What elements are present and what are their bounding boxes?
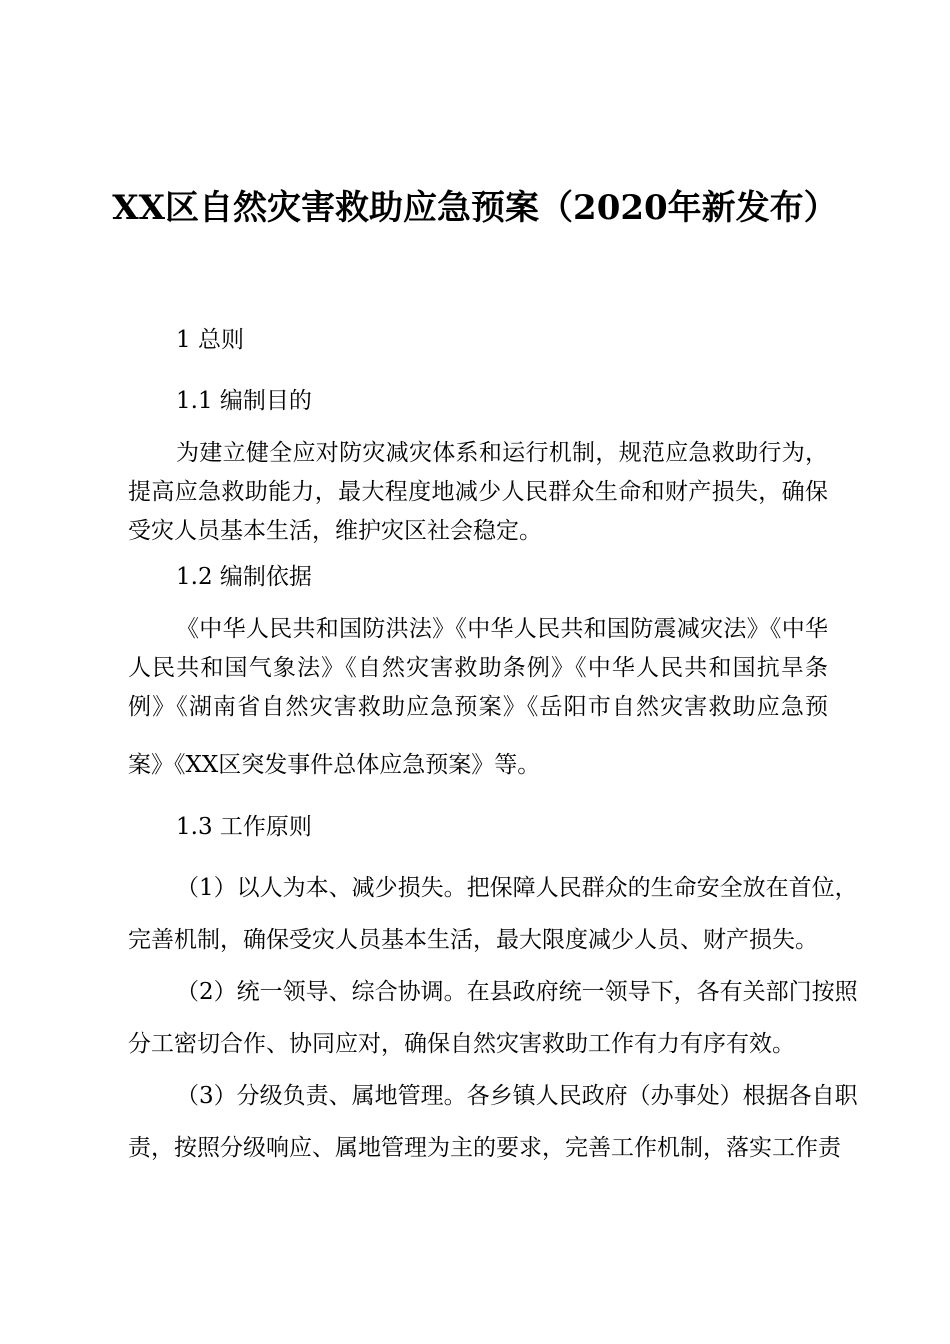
- section-heading-principles: 1.3 工作原则: [176, 814, 312, 840]
- paragraph-line: 案》《XX区突发事件总体应急预案》等。: [128, 752, 541, 778]
- paragraph-line: 受灾人员基本生活，维护灾区社会稳定。: [128, 518, 542, 544]
- paragraph-line: （1）以人为本、减少损失。把保障人民群众的生命安全放在首位，: [176, 875, 858, 901]
- paragraph-line: 分工密切合作、协同应对，确保自然灾害救助工作有力有序有效。: [128, 1031, 795, 1057]
- paragraph-line: （2）统一领导、综合协调。在县政府统一领导下，各有关部门按照: [176, 979, 858, 1005]
- section-heading-purpose: 1.1 编制目的: [176, 388, 312, 414]
- paragraph-line: 提高应急救助能力，最大程度地减少人民群众生命和财产损失，确保: [128, 479, 828, 505]
- section-heading-general: 1 总则: [176, 327, 244, 353]
- paragraph-line: （3）分级负责、属地管理。各乡镇人民政府（办事处）根据各自职: [176, 1083, 858, 1109]
- section-heading-basis: 1.2 编制依据: [176, 564, 312, 590]
- paragraph-line: 为建立健全应对防灾减灾体系和运行机制，规范应急救助行为，: [176, 440, 828, 466]
- paragraph-line: 《中华人民共和国防洪法》《中华人民共和国防震减灾法》《中华: [176, 616, 828, 642]
- paragraph-line: 完善机制，确保受灾人员基本生活，最大限度减少人员、财产损失。: [128, 927, 818, 953]
- paragraph-line: 人民共和国气象法》《自然灾害救助条例》《中华人民共和国抗旱条: [128, 655, 828, 681]
- paragraph-line: 例》《湖南省自然灾害救助应急预案》《岳阳市自然灾害救助应急预: [128, 694, 828, 720]
- paragraph-line: 责，按照分级响应、属地管理为主的要求，完善工作机制，落实工作责: [128, 1135, 841, 1161]
- document-title: XX区自然灾害救助应急预案（2020年新发布）: [112, 188, 838, 228]
